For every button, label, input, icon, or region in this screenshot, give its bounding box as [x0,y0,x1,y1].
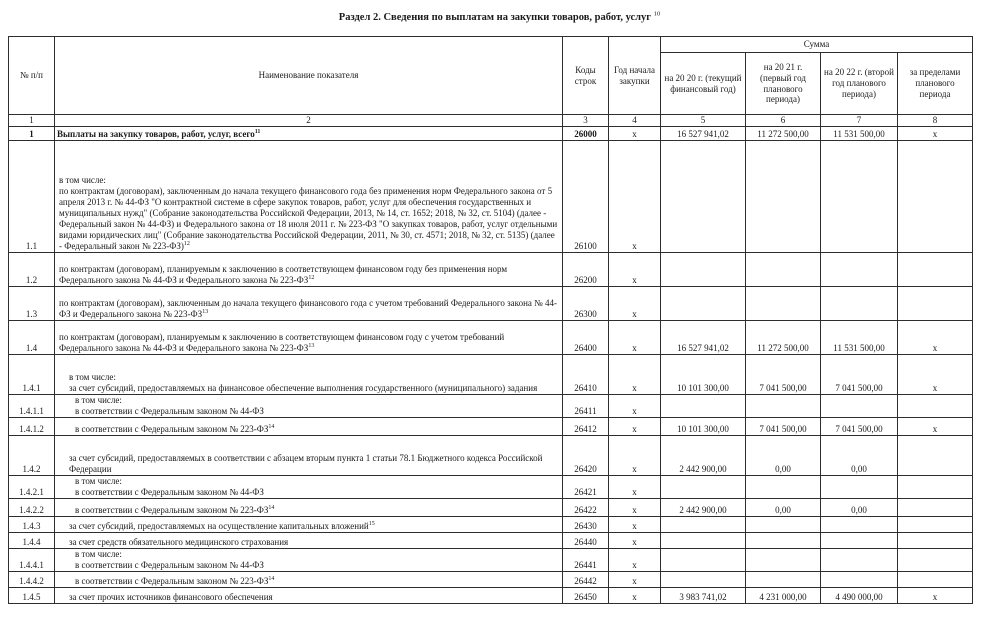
row-footnote: 15 [368,520,375,527]
section-title-footnote: 10 [653,10,661,18]
row-name-text: за счет субсидий, предоставляемых на финансовое обеспечение выполнения государственного (муниципального) задания [69,383,538,394]
row-sum-plan1 [746,516,821,532]
row-sum-plan1 [746,395,821,418]
row-sum-plan1: 11 272 500,00 [746,321,821,355]
row-sum-plan1 [746,548,821,571]
row-sum-current: 16 527 941,02 [661,321,746,355]
row-name-text: в соответствии с Федеральным законом № 44-ФЗ [75,486,264,497]
row-footnote: 14 [268,575,275,582]
row-sum-beyond: х [898,127,973,141]
row-code: 26300 [563,287,609,321]
row-number: 1.4.4.2 [9,571,55,587]
table-row [9,321,973,355]
row-code: 26411 [563,395,609,418]
header-name: Наименование показателя [55,37,563,115]
table-row [9,287,973,321]
row-year: х [609,498,661,516]
row-code: 26441 [563,548,609,571]
row-sum-current: 10 101 300,00 [661,355,746,395]
row-footnote: 12 [308,275,315,282]
row-year: х [609,287,661,321]
table-row [9,587,973,603]
row-year: х [609,355,661,395]
row-number: 1.4.4 [9,532,55,548]
row-number: 1.4.1.2 [9,417,55,435]
row-sum-plan2 [821,287,898,321]
row-year: х [609,532,661,548]
row-number: 1 [9,127,55,141]
row-intro: в том числе: [75,548,122,559]
row-sum-beyond [898,516,973,532]
row-code: 26200 [563,253,609,287]
row-intro: в том числе: [75,475,122,486]
row-sum-beyond [898,435,973,475]
row-sum-beyond [898,548,973,571]
row-sum-beyond [898,532,973,548]
section-title [0,12,999,23]
row-number: 1.4.1.1 [9,395,55,418]
row-sum-current [661,571,746,587]
row-sum-plan2: 11 531 500,00 [821,321,898,355]
row-sum-current: 2 442 900,00 [661,498,746,516]
row-footnote: 14 [268,423,275,430]
header-col6: на 20 21 г. (первый год планового периода) [746,53,821,115]
row-year: х [609,587,661,603]
row-name [55,355,563,395]
row-year: х [609,417,661,435]
row-year: х [609,548,661,571]
column-number-row [9,115,973,127]
colnum-5: 5 [661,115,746,127]
row-footnote: 12 [183,241,190,248]
row-sum-plan2 [821,253,898,287]
row-code: 26410 [563,355,609,395]
row-number: 1.4.2 [9,435,55,475]
row-name-text: в соответствии с Федеральным законом № 223-ФЗ [75,575,269,586]
row-name [55,417,563,435]
section-title-text: Раздел 2. Сведения по выплатам на закупки товаров, работ, услуг [338,12,652,23]
row-sum-current [661,253,746,287]
colnum-3: 3 [563,115,609,127]
row-sum-plan2: 7 041 500,00 [821,417,898,435]
row-number: 1.4.2.1 [9,475,55,498]
row-name-text: по контрактам (договорам), заключенным до начала текущего финансового года без применения норм Федерального закона от 5 апреля 2013 г. № 44-ФЗ "О контрактной системе в сфере закупок товаров, работ, услуг для обеспечения государственных и муниципальных нужд" (Собрание законодательства Российской Федерации, 2013, № 14, ст. 1652; 2018, № 32, ст. 5104) (далее - Федеральный закон № 44-ФЗ) и Федерального закона от 18 июля 2011 г. № 223-ФЗ "О закупках товаров, работ, услуг отдельными видами юридических лиц" (Собрание законодательства Российской Федерации, 2011, № 30, ст. 4571; 2018, № 32, ст. 5135) (далее - Федеральный закон № 223-ФЗ) [59,186,558,252]
row-sum-current: 2 442 900,00 [661,435,746,475]
row-name [55,321,563,355]
table-row [9,127,973,141]
row-footnote: 13 [308,343,315,350]
row-year: х [609,571,661,587]
row-code: 26442 [563,571,609,587]
row-name [55,395,563,418]
row-sum-plan2: 7 041 500,00 [821,355,898,395]
row-name [55,435,563,475]
row-sum-current [661,141,746,253]
payments-table [8,36,973,604]
table-row [9,435,973,475]
row-year: х [609,321,661,355]
row-sum-current [661,548,746,571]
row-name [55,587,563,603]
row-number: 1.4.1 [9,355,55,395]
header-sum: Сумма [661,37,973,53]
row-name [55,548,563,571]
row-sum-current [661,532,746,548]
table-row [9,253,973,287]
row-name-text: в соответствии с Федеральным законом № 223-ФЗ [75,504,269,515]
row-name-text: за счет прочих источников финансового обеспечения [69,591,273,602]
row-sum-beyond: х [898,355,973,395]
row-name [55,141,563,253]
table-row [9,516,973,532]
colnum-2: 2 [55,115,563,127]
row-year: х [609,253,661,287]
row-sum-plan1: 0,00 [746,498,821,516]
row-sum-plan2 [821,532,898,548]
row-year: х [609,516,661,532]
row-code: 26450 [563,587,609,603]
row-number: 1.4 [9,321,55,355]
row-sum-plan1: 7 041 500,00 [746,355,821,395]
row-name-text: по контрактам (договорам), заключенным до начала текущего финансового года с учетом требований Федерального закона № 44-ФЗ и Федерального закона № 223-ФЗ [59,298,557,320]
row-sum-plan2 [821,395,898,418]
row-sum-plan1 [746,475,821,498]
row-intro: в том числе: [69,372,116,383]
row-number: 1.4.3 [9,516,55,532]
table-row [9,417,973,435]
row-name [55,571,563,587]
row-footnote: 14 [268,504,275,511]
row-sum-beyond [898,253,973,287]
header-col8: за пределами планового периода [898,53,973,115]
row-sum-current [661,395,746,418]
row-sum-current [661,287,746,321]
table-row [9,475,973,498]
row-name [55,532,563,548]
row-name-text: в соответствии с Федеральным законом № 44-ФЗ [75,405,264,416]
row-name-text: за счет субсидий, предоставляемых на осуществление капитальных вложений [69,520,369,531]
colnum-8: 8 [898,115,973,127]
row-sum-plan2: 0,00 [821,498,898,516]
row-sum-beyond: х [898,321,973,355]
row-sum-current: 16 527 941,02 [661,127,746,141]
row-number: 1.3 [9,287,55,321]
row-code: 26430 [563,516,609,532]
table-row [9,532,973,548]
row-year: х [609,475,661,498]
colnum-1: 1 [9,115,55,127]
row-number: 1.2 [9,253,55,287]
row-footnote: 11 [254,129,261,136]
row-name-text: в соответствии с Федеральным законом № 223-ФЗ [75,423,269,434]
row-sum-plan1: 0,00 [746,435,821,475]
row-sum-plan2 [821,548,898,571]
row-sum-plan2: 11 531 500,00 [821,127,898,141]
colnum-4: 4 [609,115,661,127]
row-sum-plan1 [746,287,821,321]
row-sum-current [661,516,746,532]
row-sum-plan1 [746,253,821,287]
table-row [9,141,973,253]
row-name-text: за счет субсидий, предоставляемых в соответствии с абзацем вторым пункта 1 статьи 78.1 Бюджетного кодекса Российской Федерации [69,453,543,474]
row-code: 26421 [563,475,609,498]
row-sum-beyond [898,395,973,418]
row-intro: в том числе: [59,175,106,186]
row-sum-plan2: 4 490 000,00 [821,587,898,603]
row-name [55,475,563,498]
table-row [9,355,973,395]
row-sum-current: 10 101 300,00 [661,417,746,435]
row-number: 1.4.4.1 [9,548,55,571]
colnum-6: 6 [746,115,821,127]
row-name-text: по контрактам (договорам), планируемым к заключению в соответствующем финансовом году без применения норм Федерального закона № 44-ФЗ и Федерального закона № 223-ФЗ [59,264,508,286]
row-number: 1.4.2.2 [9,498,55,516]
row-name [55,127,563,141]
row-year: х [609,127,661,141]
row-code: 26422 [563,498,609,516]
row-intro: в том числе: [75,395,122,405]
header-no: № п/п [9,37,55,115]
row-sum-plan2 [821,141,898,253]
row-sum-plan2 [821,516,898,532]
row-sum-plan2 [821,475,898,498]
row-sum-plan1 [746,141,821,253]
row-name [55,253,563,287]
table-row [9,548,973,571]
row-year: х [609,141,661,253]
row-sum-beyond [898,475,973,498]
colnum-7: 7 [821,115,898,127]
row-code: 26420 [563,435,609,475]
header-col7: на 20 22 г. (второй год планового периода) [821,53,898,115]
row-sum-plan1: 4 231 000,00 [746,587,821,603]
row-sum-plan1 [746,571,821,587]
row-code: 26412 [563,417,609,435]
row-code: 26400 [563,321,609,355]
row-sum-plan1: 7 041 500,00 [746,417,821,435]
row-year: х [609,435,661,475]
row-sum-plan1: 11 272 500,00 [746,127,821,141]
row-name-text: Выплаты на закупку товаров, работ, услуг, всего [57,129,255,140]
table-row [9,498,973,516]
row-sum-current [661,475,746,498]
row-sum-beyond [898,141,973,253]
row-footnote: 13 [202,309,209,316]
row-year: х [609,395,661,418]
row-sum-current: 3 983 741,02 [661,587,746,603]
header-col5: на 20 20 г. (текущий финансовый год) [661,53,746,115]
row-code: 26440 [563,532,609,548]
row-sum-beyond [898,287,973,321]
row-sum-plan2 [821,571,898,587]
row-sum-beyond [898,571,973,587]
table-row [9,395,973,418]
table-row [9,571,973,587]
row-name [55,516,563,532]
row-name-text: за счет средств обязательного медицинского страхования [69,536,289,547]
header-codes: Коды строк [563,37,609,115]
row-code: 26000 [563,127,609,141]
row-number: 1.4.5 [9,587,55,603]
row-sum-beyond: х [898,417,973,435]
row-sum-plan2: 0,00 [821,435,898,475]
row-name-text: по контрактам (договорам), планируемым к заключению в соответствующем финансовом году с учетом требований Федерального закона № 44-ФЗ и Федерального закона № 223-ФЗ [59,332,505,354]
row-sum-beyond: х [898,587,973,603]
row-code: 26100 [563,141,609,253]
row-sum-beyond [898,498,973,516]
row-name-text: в соответствии с Федеральным законом № 44-ФЗ [75,559,264,570]
row-name [55,498,563,516]
row-sum-plan1 [746,532,821,548]
row-name [55,287,563,321]
header-year-start: Год начала закупки [609,37,661,115]
row-number: 1.1 [9,141,55,253]
